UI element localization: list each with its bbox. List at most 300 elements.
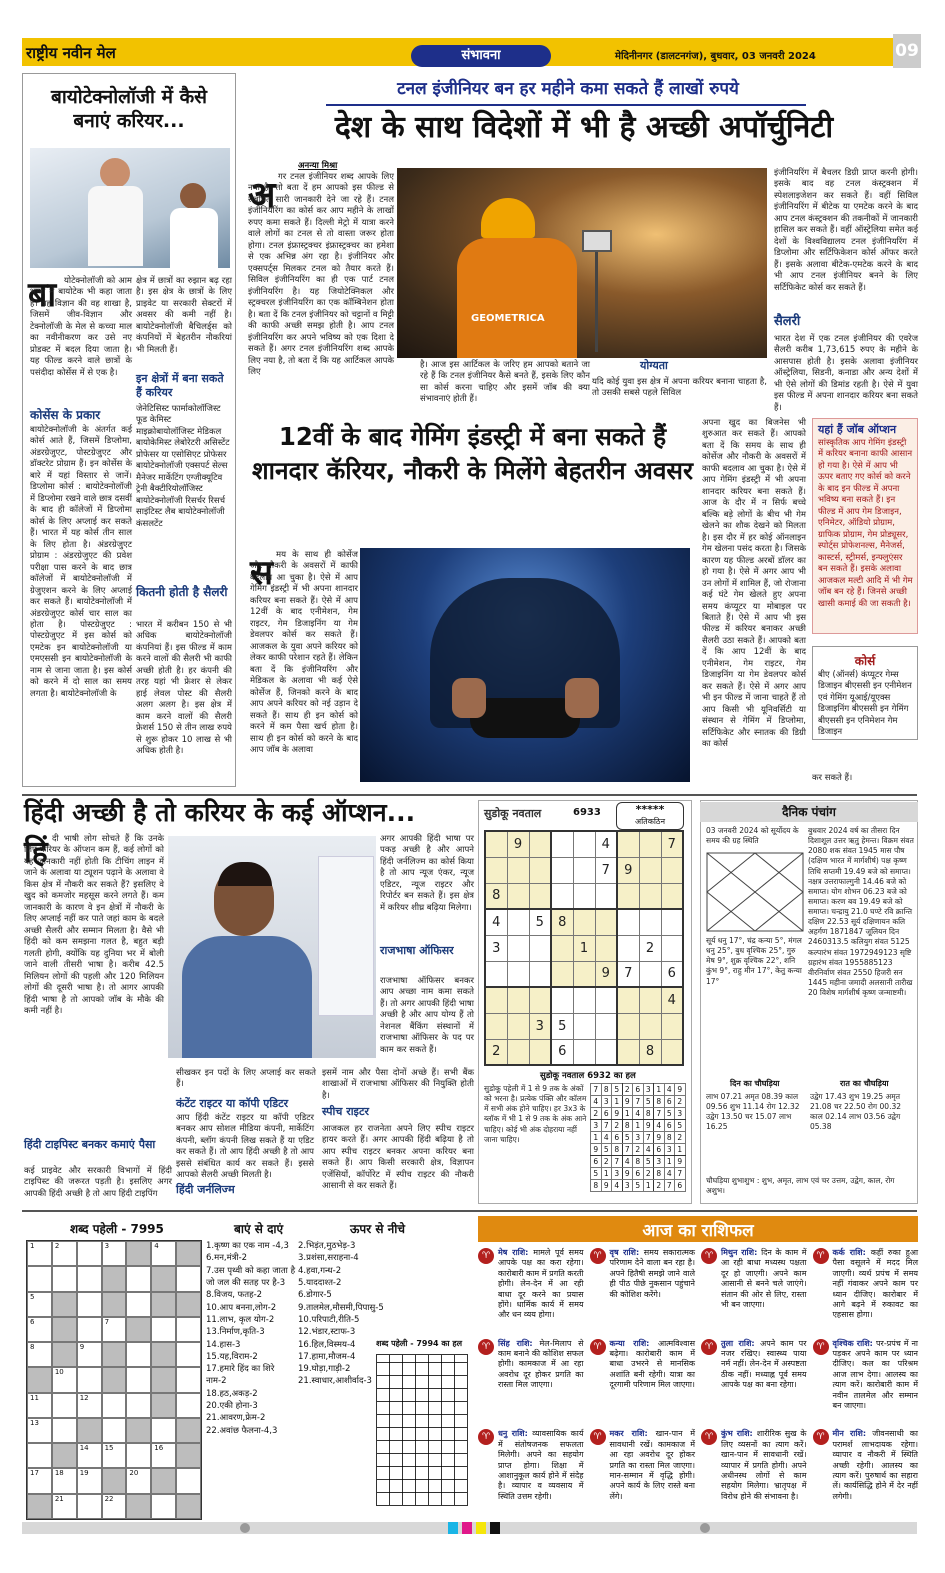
tunnel-col-right: इंजीनियरिंग में बैचलर डिग्री प्राप्त करनी होगी। इसके बाद वह टनल कंस्ट्रक्शन में स्पेशलाइजेशन कर सकते हैं। वहीं सिविल इंजीनियरिंग में बीटेक या एमटेक करने के बाद आप टनल कंस्ट्रक्शन की तकनीकों में जानकारी हासिल कर सकते हैं। वहीं ऑस्ट्रेलिया समेत कई देशों के विश्वविद्यालय टनल इंजीनियरिंग में डिप्लोमा और सर्टिफिकेशन कोर्स ऑफर करते हैं। इसके अलावा बीटेक-एमटेक करने के बाद भी आप टनल इंजीनियर बनने के लिए सर्टिफिकेट कोर्स कर सकते हैं।	[774, 168, 918, 293]
sudoku-cell	[529, 1039, 551, 1065]
rashi-text: मेल-मिलाप से काम बनाने की कोशिश सफल होगी। कामकाज में आ रहा अवरोध दूर होकर प्रगति का रास्ता मिल जाएगा।	[498, 1338, 584, 1390]
sudoku-answer-cell: 1	[664, 1156, 675, 1168]
sudoku-answer-cell: 6	[612, 1132, 623, 1144]
sudoku-cell: 9	[617, 857, 639, 883]
sudoku-answer-cell: 1	[654, 1084, 665, 1096]
sudoku-answer-cell: 4	[601, 1132, 612, 1144]
crossword-black-cell	[27, 1367, 52, 1392]
crossword-black-cell	[27, 1494, 52, 1519]
tunnel-photo	[397, 168, 767, 358]
crossword-grid	[26, 1240, 202, 1520]
sudoku-answer-cell: 6	[654, 1144, 665, 1156]
biotech-fields: जेनेटिसिस्ट फार्माकोलॉजिस्ट फूड केमिस्ट माइक्रोबायोलॉजिस्ट मेडिकल बायोकेमिस्ट लेबोरेटरी असिस्टेंट प्रोफेसर या एसोसिएट प्रोफेसर बायोटेक्नोलॉजी एक्सपर्ट सेल्स मैनेजर मार्केटिंग एग्जीक्यूटिव ट्रेनी बैक्टीरियोलॉजिस्ट बायोटेक्नोलॉजी रिसर्चर रिसर्च साइंटिस्ट लैब बायोटेक्नोलॉजी कंसलटेंट	[136, 404, 230, 529]
crossword-clue-number: 16	[154, 1444, 164, 1453]
sudoku-answer-cell: 1	[622, 1108, 633, 1120]
crossword-cell[interactable]	[27, 1418, 52, 1443]
sudoku-cell	[507, 883, 529, 909]
sudoku-cell: 7	[595, 857, 617, 883]
down-clue: 6.डोगार-5	[298, 1290, 332, 1301]
crossword-black-cell	[176, 1443, 201, 1468]
crossword-cell[interactable]	[151, 1418, 176, 1443]
rashi-name: मेष राशि:	[498, 1248, 534, 1257]
color-bar-yellow	[476, 1522, 486, 1534]
rajbhasha-text: राजभाषा ऑफिसर बनकर आप अच्छा नाम कमा सकते हैं। तो अगर आपकी हिंदी भाषा अच्छी है और आप योग्य हैं तो नेशनल बैंकिंग संस्थानों में राजभाषा ऑफिसर के पद पर काम कर सकते हैं।	[380, 976, 475, 1055]
sudoku-cell	[573, 831, 595, 857]
down-clue: 2.भिड़ंत,मुठभेड़-3	[298, 1241, 356, 1251]
zodiac-icon: ♈	[701, 1248, 717, 1264]
crossword-cell[interactable]	[77, 1393, 102, 1418]
dateline: मेदिनीनगर (डालटनगंज), बुधवार, 03 जनवरी 2024	[615, 51, 816, 62]
rashi-item	[813, 1429, 919, 1516]
sudoku-answer-cell: 8	[612, 1144, 623, 1156]
sudoku-rules: सुडोकू पहेली में 1 से 9 तक के अंकों को भरना है। प्रत्येक पंक्ति और कॉलम में सभी अंक होने चाहिए। हर 3x3 के ब्लॉक में भी 1 से 9 तक के अंक आने चाहिए। कोई भी अंक दोहराया नहीं जाना चाहिए।	[484, 1084, 587, 1144]
sudoku-answer-cell: 1	[591, 1132, 602, 1144]
sudoku-cell	[595, 909, 617, 935]
sudoku-cell	[639, 831, 661, 857]
biotech-fields-head: इन क्षेत्रों में बना सकते हैं करियर	[136, 372, 224, 400]
crossword-black-cell	[151, 1342, 176, 1367]
crossword-black-cell	[151, 1468, 176, 1493]
rashi-text: पर-प्रपंच में ना पड़कर अपने काम पर ध्यान दीजिए। कल का परिश्रम आज लाभ देगा। आलस्य का त्याग करें। कारोबारी काम में नवीन तालमेल और सम्मान बन जाएगा।	[832, 1338, 918, 1410]
crossword-black-cell	[102, 1468, 127, 1493]
across-clue: 6.मन,मंत्री-2	[206, 1253, 248, 1264]
sudoku-answer-cell: 6	[664, 1120, 675, 1132]
sudoku-number: 6933	[573, 807, 601, 818]
crossword-cell[interactable]	[77, 1443, 102, 1468]
rashi-item	[701, 1248, 807, 1335]
rashi-text: कहीं रुका हुआ पैसा वसूलने में मदद मिल जाएगी। व्यर्थ प्रपंच में समय नहीं गंवाकर अपने काम पर ध्यान दीजिए। कारोबार में आगे बढ़ने में रुकावट का एहसास होगा।	[832, 1248, 918, 1320]
biotech-title: बायोटेक्नोलॉजी में कैसे बनाएं करियर...	[50, 86, 207, 132]
sudoku-cell	[617, 987, 639, 1013]
crossword-black-cell	[102, 1266, 127, 1291]
gaming-col1: मय के साथ ही कोर्सेज और नौकरी के अवसरों में काफी बदलाव आ चुका है। ऐसे में आप गेमिंग इंडस्ट्री में भी अपना शानदार करियर बना सकते हैं। ऐसे में आप 12वीं के बाद एनीमेशन, गेम राइटर, गेम डिजाइनिंग या गेम डेवलपर कोर्स कर सकते हैं। आजकल के युवा अपने करियर को लेकर काफी परेशान रहते हैं। लेकिन बता दें कि इंजीनियरिंग और मेडिकल के अलावा भी कई ऐसे कोर्सेज हैं, जिनको करने के बाद आप अपने करियर को नई उड़ान दे सकते हैं। साथ ही इन कोर्स को करने में कम पैसा खर्च होता है। साथ ही इन कोर्स को करने के बाद आप जॉब के अलावा	[250, 550, 358, 755]
crossword-cell[interactable]	[77, 1266, 102, 1291]
rashi-item	[701, 1339, 807, 1426]
crossword-clue-number: 1	[30, 1242, 35, 1250]
zodiac-icon: ♈	[478, 1339, 494, 1355]
gaming-col-right: अपना खुद का बिजनेस भी शुरुआत कर सकते हैं। आपको बता दें कि समय के साथ ही कोर्सेज और नौकरी के अवसरों में काफी बदलाव आ चुका है। ऐसे में आप गेमिंग इंडस्ट्री में भी अपना शानदार करियर बना सकते हैं। आज के दौर में न सिर्फ बच्चे बल्कि बड़े लोगों के बीच भी गेम खेलने का शौक देखने को मिलता है। इस दौर में हर कोई ऑनलाइन गेम खेलना पसंद करता है। जिसके कारण यह फील्ड अरबों डॉलर का हो गया है। ऐसे में अगर आप भी उन लोगों में शामिल हैं, जो रोजाना कई घंटे गेम खेलते हुए अपना समय कंप्यूटर या मोबाइल पर बिताते हैं। ऐसे में आप भी इस फील्ड में करियर बनाकर अच्छी सैलरी उठा सकते हैं। आपको बता दें कि आप 12वीं के बाद एनीमेशन, गेम राइटर, गेम डिजाइनिंग या गेम डेवलपर कोर्स कर सकते हैं। ऐसे में अगर आप भी इन फील्ड में जाना चाहते हैं तो आप किसी भी यूनिवर्सिटी या संस्थान से गेमिंग में डिप्लोमा, सर्टिफिकेट और स्नातक की डिग्री का कोर्स	[702, 418, 806, 750]
crossword-black-cell	[176, 1241, 201, 1266]
sudoku-cell	[529, 935, 551, 961]
sudoku-answer-cell: 5	[601, 1144, 612, 1156]
rashi-item	[813, 1339, 919, 1426]
across-clue: 15.यह,विराम-2	[206, 1351, 258, 1362]
crossword-clue-number: 17	[30, 1469, 39, 1478]
crossword-black-cell	[102, 1367, 127, 1392]
typist-text: कई प्राइवेट और सरकारी विभागों में हिंदी टाइपिस्ट की जरूरत पड़ती है। इसलिए अगर आपकी हिंदी अच्छी है तो आप हिंदी टाइपिंग	[24, 1166, 172, 1199]
panchang-graha: सूर्य धनु 17°, चंद्र कन्या 5°, मंगल धनु 25°, बुध वृश्चिक 25°, गुरु मेष 9°, शुक्र वृश्चिक 22°, शनि कुंभ 9°, राहु मीन 17°, केतु कन्या 17°	[706, 936, 802, 986]
sudoku-answer-cell: 8	[622, 1120, 633, 1132]
sudoku-answer-cell: 4	[654, 1120, 665, 1132]
rashi-item	[590, 1339, 696, 1426]
crossword-clue-number: 13	[30, 1418, 39, 1427]
sudoku-grid	[484, 830, 684, 1066]
crossword-cell[interactable]	[27, 1468, 52, 1493]
sudoku-cell	[595, 1013, 617, 1039]
crossword-cell[interactable]	[77, 1241, 102, 1266]
crossword-clue-number: 14	[79, 1444, 89, 1453]
sudoku-answer-cell: 5	[675, 1120, 686, 1132]
sudoku-cell	[617, 935, 639, 961]
crossword-clue-number: 10	[54, 1368, 64, 1377]
sudoku-answer-cell: 7	[633, 1096, 644, 1108]
sudoku-cell: 8	[485, 883, 507, 909]
hindi-headline: हिंदी अच्छी है तो करियर के कई ऑप्शन...	[24, 798, 416, 827]
crossword-cell[interactable]	[27, 1317, 52, 1342]
crossword-cell[interactable]	[126, 1443, 151, 1468]
across-clue: 1.कृष्ण का एक नाम -4,3	[206, 1241, 289, 1251]
down-clue: 19.घोड़ा,गाड़ी-2	[298, 1364, 351, 1375]
crossword-cell[interactable]	[77, 1468, 102, 1493]
crossword-cell[interactable]	[77, 1292, 102, 1317]
rashi-text: दिन के काम में आ रही बाधा मध्यस्थ पक्षता दूर हो जाएगी। अपने काम आसानी से बनने चले जाएंगे। संतान की ओर से लिए, रास्ता भी बन जाएगा।	[721, 1248, 807, 1309]
crossword-cell[interactable]	[102, 1418, 127, 1443]
courses-box-title: कोर्स	[854, 654, 876, 668]
panchang-footer: चौघड़िया शुभाशुभ : शुभ, अमृत, लाभ एवं चर उत्तम, उद्वेग, काल, रोग अशुभ।	[706, 1176, 895, 1196]
sudoku-answer-cell: 6	[675, 1180, 686, 1192]
sudoku-stars: *****	[635, 803, 665, 816]
sudoku-cell	[507, 1013, 529, 1039]
crossword-cell[interactable]	[52, 1266, 77, 1291]
across-clue: 20.एकी होना-3	[206, 1401, 258, 1412]
rashi-name: कुंभ राशि:	[721, 1429, 757, 1439]
sudoku-answer-cell: 1	[633, 1120, 644, 1132]
sudoku-answer-cell: 5	[612, 1084, 623, 1096]
across-clue: 8.विजय, फतह-2	[206, 1290, 263, 1301]
sudoku-cell	[617, 909, 639, 935]
sudoku-answer-cell: 6	[664, 1096, 675, 1108]
sudoku-cell	[661, 1013, 683, 1039]
sudoku-cell	[573, 857, 595, 883]
crossword-cell[interactable]	[176, 1468, 201, 1493]
crossword-black-cell	[52, 1317, 77, 1342]
crossword-cell[interactable]	[151, 1241, 176, 1266]
crossword-cell[interactable]	[27, 1241, 52, 1266]
rashi-text: जीवनसाथी का परामर्श लाभदायक रहेगा। व्यापार व नौकरी में स्थिति अच्छी रहेगी। आलस्य का त्याग करें। पुरुषार्थ का सहारा लें। कार्यसिद्धि होने में देर नहीं लगेगी।	[832, 1429, 919, 1501]
tunnel-eligibility-head: योग्यता	[640, 359, 668, 372]
sudoku-answer-cell: 5	[633, 1180, 644, 1192]
crossword-clue-number: 18	[54, 1469, 64, 1478]
sudoku-answer-cell: 9	[622, 1096, 633, 1108]
gaming-col-right-tail: कर सकते हैं।	[812, 773, 853, 783]
crossword-cell[interactable]	[176, 1393, 201, 1418]
crossword-cell[interactable]	[176, 1367, 201, 1392]
sudoku-answer-cell: 2	[654, 1180, 665, 1192]
crossword-black-cell	[151, 1393, 176, 1418]
crossword-clue-number: 22	[104, 1494, 114, 1503]
crossword-cell[interactable]	[126, 1266, 151, 1291]
sudoku-answer-cell: 2	[591, 1108, 602, 1120]
sudoku-answer-cell: 4	[591, 1096, 602, 1108]
sudoku-answer-cell: 2	[612, 1120, 623, 1132]
sudoku-cell	[617, 831, 639, 857]
crossword-clue-number: 9	[79, 1343, 85, 1352]
sudoku-cell	[595, 1039, 617, 1065]
rashi-item	[478, 1429, 584, 1516]
crossword-cell[interactable]	[151, 1443, 176, 1468]
sudoku-cell	[573, 961, 595, 987]
sudoku-answer-cell: 7	[675, 1168, 686, 1180]
crossword-cell[interactable]	[151, 1494, 176, 1519]
section-divider	[22, 794, 917, 796]
crossword-cell[interactable]	[27, 1266, 52, 1291]
typist-head: हिंदी टाइपिस्ट बनकर कमाएं पैसा	[24, 1138, 156, 1151]
rashi-item	[590, 1248, 696, 1335]
sudoku-title: सुडोकू नवताल	[484, 807, 542, 820]
sudoku-cell	[485, 1013, 507, 1039]
sudoku-answer-cell: 5	[664, 1108, 675, 1120]
crossword-clue-number: 8	[30, 1343, 35, 1352]
crossword-cell[interactable]	[102, 1393, 127, 1418]
rashi-item	[701, 1429, 807, 1516]
registration-mark-left	[240, 1523, 250, 1533]
biotech-intro: योटेक्नोलॉजी को आम भाषा में बायोटेक भी कहा जाता है। यह विज्ञान की वह शाखा है, जिसमें जीव-विज्ञान और टेक्नोलॉजी के मेल से कच्चा माल का नवीनीकरण कर उसे नए प्रोडक्ट में बदल दिया जाता है। यह फील्ड करने वाले छात्रों के पसंदीदा कोर्सेस में से एक है।	[30, 276, 132, 378]
gaming-photo	[360, 548, 690, 782]
crossword-cell[interactable]	[102, 1317, 127, 1342]
crossword-cell[interactable]	[52, 1468, 77, 1493]
biotech-col2: क्षेत्र में छात्रों का रुझान बढ़ रहा है। इस क्षेत्र के छात्रों के लिए प्राइवेट या सरकारी सेक्टरों में अवसर की कमी नहीं है। बायोटेक्नोलॉजी बैचिलर्ड्स को कंपनियों में बेहतरीन नौकरियां भी मिलती हैं।	[136, 276, 232, 355]
kundli-chart	[706, 852, 804, 932]
crossword-cell[interactable]	[77, 1342, 102, 1367]
sudoku-cell: 5	[551, 1013, 573, 1039]
crossword-clue-number: 4	[154, 1242, 159, 1250]
sudoku-cell	[485, 987, 507, 1013]
sudoku-cell: 8	[551, 909, 573, 935]
sudoku-cell: 3	[485, 935, 507, 961]
sudoku-answer-cell: 2	[622, 1084, 633, 1096]
sudoku-answer-cell: 9	[654, 1132, 665, 1144]
rajbhasha-head: राजभाषा ऑफिसर	[380, 944, 454, 957]
crossword-cell[interactable]	[27, 1292, 52, 1317]
crossword-down-head: ऊपर से नीचे	[350, 1222, 405, 1236]
crossword-cell[interactable]	[77, 1367, 102, 1392]
tunnel-col-mid: है। आज इस आर्टिकल के जरिए हम आपको बताने जा रहे हैं कि टनल इंजीनियर कैसे बनते हैं, इसके लिए कौन सा कोर्स करना चाहिए और इसमें जॉब की क्या संभावनाएं होती हैं।	[420, 360, 590, 405]
hindi-dropcap: हिं	[24, 835, 48, 870]
crossword-cell[interactable]	[126, 1468, 151, 1493]
sudoku-answer-cell: 8	[654, 1168, 665, 1180]
crossword-cell[interactable]	[52, 1367, 77, 1392]
crossword-black-cell	[151, 1367, 176, 1392]
crossword-cell[interactable]	[126, 1342, 151, 1367]
crossword-cell[interactable]	[27, 1393, 52, 1418]
rashi-name: कन्या राशि:	[609, 1338, 658, 1348]
sudoku-cell	[507, 1039, 529, 1065]
color-bar-cyan	[448, 1522, 458, 1534]
sudoku-answer-cell: 3	[643, 1084, 654, 1096]
crossword-cell[interactable]	[102, 1241, 127, 1266]
crossword-cell[interactable]	[126, 1367, 151, 1392]
sudoku-cell	[661, 1039, 683, 1065]
crossword-cell[interactable]	[126, 1292, 151, 1317]
sudoku-cell	[661, 883, 683, 909]
zodiac-icon: ♈	[590, 1339, 606, 1355]
across-clue: 17.हमारे हिंद का शिरे नाम-2	[206, 1364, 275, 1387]
crossword-clue-number: 19	[79, 1469, 89, 1478]
sudoku-cell	[507, 987, 529, 1013]
crossword-cell[interactable]	[52, 1418, 77, 1443]
rashi-item	[478, 1339, 584, 1426]
crossword-black-cell	[126, 1418, 151, 1443]
biotech-courses: बायोटेक्नोलॉजी के अंतर्गत कई कोर्स आते हैं, जिसमें डिप्लोमा, अंडरग्रेजुएट, पोस्टग्रेजुएट और डॉक्टरेट प्रोग्राम हैं। इन कोर्सेस के बारे में यहां विस्तार से जानें। डिप्लोमा कोर्स : बायोटेक्नोलॉजी में डिप्लोमा रखने वाले छात्र दसवीं के बाद ही कॉलेजों में डिप्लोमा कोर्स के लिए अप्लाई कर सकते हैं। भारत में यह कोर्स तीन साल के लिए होता है। अंडरग्रेजुएट प्रोग्राम : अंडरग्रेजुएट की प्रवेश परीक्षा पास करने के बाद छात्र कॉलेजों में बायोटेक्नोलॉजी में ग्रेजुएशन करने के लिए अप्लाई कर सकते हैं। बायोटेक्नोलॉजी में अंडरग्रेजुएट कोर्स चार साल का होता है। पोस्टग्रेजुएट : पोस्टग्रेजुएट में इस कोर्स को एमटेक इन बायोटेक्नोलॉजी या एमएससी इन बायोटेक्नोलॉजी के नाम से जाना जाता है। इस कोर्स को करने में दो साल का समय लगता है। बायोटेक्नोलॉजी के	[30, 425, 132, 699]
crossword-cell[interactable]	[102, 1443, 127, 1468]
sudoku-answer-cell: 8	[664, 1132, 675, 1144]
gaming-dropcap: स	[250, 553, 273, 593]
crossword-clue-number: 15	[104, 1444, 114, 1453]
sudoku-cell: 1	[573, 935, 595, 961]
sudoku-cell: 4	[595, 831, 617, 857]
hindi-col1: दी भाषी लोग सोचते हैं कि उनके लिए करियर के ऑप्शन कम हैं, कई लोगों को यह जानकारी नहीं होती कि टीचिंग लाइन में जाने के अलावा या ट्यूशन पढ़ाने के अलावा वे किस क्षेत्र में नौकरी कर सकते हैं? इसलिए वे खुद को कमजोर महसूस करने लगते हैं। कम जानकारी के कारण वे इन क्षेत्रों में नौकरी के लिए अप्लाई नहीं कर पाते जहां काम के बदले अच्छी सैलरी और सम्मान मिलता है। वैसे भी हिंदी को कम समझना गलत है, बहुत बड़ी गलती होगी, क्योंकि यह दुनिया भर में बोली जाने वाली तीसरी भाषा है। करीब 42.5 मिलियन लोगों की पहली और 120 मिलियन लोगों की दूसरी भाषा है। तो आगर आपकी हिंदी भाषा है तो आपको जॉब के मौके की कमी नहीं है।	[24, 834, 164, 1017]
crossword-clue-number: 20	[129, 1469, 139, 1478]
rashi-name: तुला राशि:	[721, 1338, 761, 1348]
rashi-name: वृष राशि:	[609, 1248, 644, 1257]
crossword-clue-number: 12	[79, 1393, 89, 1402]
crossword-answer-grid	[376, 1354, 468, 1506]
sudoku-answer-cell: 2	[601, 1156, 612, 1168]
down-clue: 3.प्रशंसा,सराहना-4	[298, 1253, 359, 1264]
sudoku-cell	[639, 961, 661, 987]
sudoku-cell	[485, 831, 507, 857]
rajbhasha-tail: इसमें नाम और पैसा दोनों अच्छे हैं। सभी बैंक शाखाओं में राजभाषा ऑफिसर की नियुक्ति होती है।	[322, 1068, 474, 1101]
sudoku-answer-cell: 3	[664, 1144, 675, 1156]
sudoku-cell	[595, 935, 617, 961]
sudoku-answer-cell: 8	[591, 1180, 602, 1192]
rashi-name: कर्क राशि:	[832, 1248, 871, 1257]
crossword-cell[interactable]	[77, 1494, 102, 1519]
rashi-name: मीन राशि:	[832, 1429, 873, 1439]
sudoku-answer-cell: 3	[675, 1108, 686, 1120]
crossword-cell[interactable]	[27, 1443, 52, 1468]
down-clue: 5.याददाश्त-2	[298, 1277, 342, 1288]
rashifal-grid	[478, 1248, 918, 1516]
across-clue: 7.उस पृथ्वी को कहा जाता है जो जल की सतह पर है-3	[206, 1265, 296, 1288]
sudoku-level-badge	[616, 802, 684, 830]
sudoku-answer-cell: 3	[601, 1096, 612, 1108]
across-clue: 18.हठ,अकड़-2	[206, 1388, 258, 1399]
sudoku-level: अतिकठिन	[634, 817, 666, 826]
job-options-title: यहां हैं जॉब ऑप्शन	[818, 423, 897, 436]
crossword-cell[interactable]	[52, 1241, 77, 1266]
sudoku-cell	[573, 987, 595, 1013]
sudoku-cell: 7	[617, 961, 639, 987]
color-bar-magenta	[462, 1522, 472, 1534]
paper-name: राष्ट्रीय नवीन मेल	[26, 44, 116, 62]
sudoku-answer-cell: 9	[675, 1084, 686, 1096]
sudoku-answer-cell: 8	[601, 1084, 612, 1096]
job-options-text: सांस्कृतिक आप गेमिंग इंडस्ट्री में करियर बनाना काफी आसान हो गया है। ऐसे में आप भी ऊपर बताए गए कोर्स को करने के बाद इन फील्ड में अपना भविष्य बना सकते हैं। इन फील्ड में आप गेम डिजाइन, एनिमेटर, ऑडियो प्रोग्राम, ग्राफिक प्रोग्राम, गेम प्रोड्यूसर, स्पोर्ट्स प्रोफेशनल्स, मैनेजर्स, कास्टर्स, स्ट्रीमर्स, इन्फ्लुएंसर बन सकते हैं। इसके अलावा आजकल मल्टी आदि में भी गेम जॉब बन रहे हैं। जिनसे अच्छी खासी कमाई की जा सकती है।	[818, 438, 913, 609]
crossword-cell[interactable]	[151, 1317, 176, 1342]
crossword-cell[interactable]	[176, 1342, 201, 1367]
biotech-dropcap: बा	[28, 275, 57, 315]
rashi-name: मकर राशि:	[609, 1429, 656, 1439]
sudoku-cell	[639, 987, 661, 1013]
crossword-answer-title: शब्द पहेली - 7994 का हल	[376, 1339, 463, 1348]
crossword-cell[interactable]	[126, 1393, 151, 1418]
sudoku-cell	[661, 909, 683, 935]
down-clue: 16.हिल,विस्मय-4	[298, 1339, 356, 1350]
choghadiya-night-list: उद्वेग 17.43 शुभ 19.25 अमृत 21.08 चर 22.50 रोग 00.32 काल 02.14 लाभ 03.56 उद्वेग 05.38	[810, 1092, 902, 1132]
lab-photo	[30, 148, 230, 268]
sudoku-answer-cell: 3	[633, 1132, 644, 1144]
rashi-text: व्यावसायिक कार्य में संतोषजनक सफलता मिलेगी। अपने का सहयोग प्राप्त होगा। शिक्षा में आशानुकूल कार्य होने में संदेह है। व्यापार व व्यवसाय में स्थिति उत्तम रहेगी।	[498, 1429, 584, 1501]
rashi-text: आत्मविश्वास बढ़ेगा। कारोबारी काम में बाधा उभरने से मानसिक अशांति बनी रहेगी। यात्रा का दूरगामी परिणाम मिल जाएगा।	[609, 1338, 695, 1390]
sudoku-cell: 6	[661, 961, 683, 987]
tunnel-kicker: टनल इंजीनियर बन हर महीने कमा सकते हैं लाखों रुपये	[397, 79, 739, 99]
crossword-cell[interactable]	[77, 1317, 102, 1342]
crossword-across-head: बाएं से दाएं	[234, 1222, 284, 1236]
sudoku-answer-cell: 2	[675, 1132, 686, 1144]
sudoku-answer-cell: 7	[664, 1180, 675, 1192]
crossword-black-cell	[126, 1241, 151, 1266]
sudoku-answer-cell: 4	[622, 1156, 633, 1168]
speech-writer-text: आजकल हर राजनेता अपने लिए स्पीच राइटर हायर करते हैं। अगर आपकी हिंदी बढ़िया है तो आप स्पीच राइटर बनकर अपना करियर बना सकते हैं। आप किसी सरकारी क्षेत्र, विज्ञापन एजेंसियों, कॉर्पोरेट में स्पीच राइटर की नौकरी आसानी से कर सकते हैं।	[322, 1124, 474, 1192]
sudoku-cell: 9	[507, 831, 529, 857]
sudoku-cell	[507, 857, 529, 883]
sudoku-cell: 7	[661, 831, 683, 857]
crossword-cell[interactable]	[176, 1266, 201, 1291]
crossword-cell[interactable]	[52, 1393, 77, 1418]
content-writer-text: आप हिंदी कंटेंट राइटर या कॉपी एडिटर बनकर आप सोशल मीडिया कंपनी, मार्केटिंग कंपनी, ब्लॉग कंपनी लिख सकते हैं या एडिट कर सकते हैं। तो आप हिंदी अच्छी है तो आप इससे संबंधित कार्य कर सकते हैं। इससे आपको सैलरी अच्छी मिलती है।	[176, 1113, 314, 1181]
sudoku-cell	[485, 961, 507, 987]
crossword-cell[interactable]	[102, 1494, 127, 1519]
rashi-item	[813, 1248, 919, 1335]
sudoku-answer-cell: 7	[601, 1120, 612, 1132]
biotech-courses-head: कोर्सेस के प्रकार	[30, 408, 101, 422]
sudoku-answer-cell: 7	[643, 1132, 654, 1144]
across-clue: 14.हास-3	[206, 1339, 241, 1350]
sudoku-answer-cell: 1	[643, 1180, 654, 1192]
choghadiya-night-head: रात का चौघड़िया	[840, 1079, 889, 1088]
sudoku-cell	[529, 961, 551, 987]
sudoku-answer-cell: 2	[633, 1144, 644, 1156]
sudoku-cell	[551, 935, 573, 961]
crossword-cell[interactable]	[176, 1317, 201, 1342]
crossword-black-cell	[151, 1292, 176, 1317]
crossword-across-list	[206, 1240, 296, 1437]
sudoku-answer-cell: 4	[643, 1144, 654, 1156]
sudoku-answer-cell: 7	[622, 1144, 633, 1156]
color-bar-black	[490, 1522, 500, 1534]
sudoku-cell	[617, 1039, 639, 1065]
crossword-black-cell	[176, 1418, 201, 1443]
crossword-black-cell	[52, 1443, 77, 1468]
sudoku-answer-cell: 5	[591, 1168, 602, 1180]
crossword-cell[interactable]	[52, 1494, 77, 1519]
sudoku-cell	[573, 883, 595, 909]
rashi-text: खान-पान में सावधानी रखें। कामकाज में आ रहा अवरोध दूर होकर प्रगति का रास्ता मिल जाएगा। मान-सम्मान में वृद्धि होगी। अपने कार्य के लिए रास्ते बना लेंगे।	[609, 1429, 696, 1501]
rashi-item	[478, 1248, 584, 1335]
sudoku-answer-cell: 7	[612, 1156, 623, 1168]
zodiac-icon: ♈	[701, 1429, 717, 1445]
sudoku-cell: 5	[529, 909, 551, 935]
sudoku-cell	[551, 831, 573, 857]
choghadiya-day-list: लाभ 07.21 अमृत 08.39 काल 09.56 शुभ 11.14 रोग 12.32 उद्वेग 13.50 चर 15.07 लाभ 16.25	[706, 1092, 800, 1132]
zodiac-icon: ♈	[478, 1248, 494, 1264]
rashi-name: मिथुन राशि:	[721, 1248, 762, 1257]
sudoku-cell	[529, 831, 551, 857]
sudoku-answer-cell: 1	[601, 1168, 612, 1180]
across-clue: 22.अवांछ फैलना-4,3	[206, 1425, 278, 1436]
sudoku-answer-cell: 8	[633, 1156, 644, 1168]
sudoku-cell	[573, 909, 595, 935]
sudoku-cell	[661, 857, 683, 883]
page-number: 09	[893, 34, 921, 68]
sudoku-cell	[551, 883, 573, 909]
crossword-clue-number: 3	[104, 1242, 110, 1250]
crossword-clue-number: 21	[54, 1494, 64, 1503]
zodiac-icon: ♈	[813, 1248, 829, 1264]
crossword-cell[interactable]	[27, 1342, 52, 1367]
crossword-black-cell	[126, 1494, 151, 1519]
